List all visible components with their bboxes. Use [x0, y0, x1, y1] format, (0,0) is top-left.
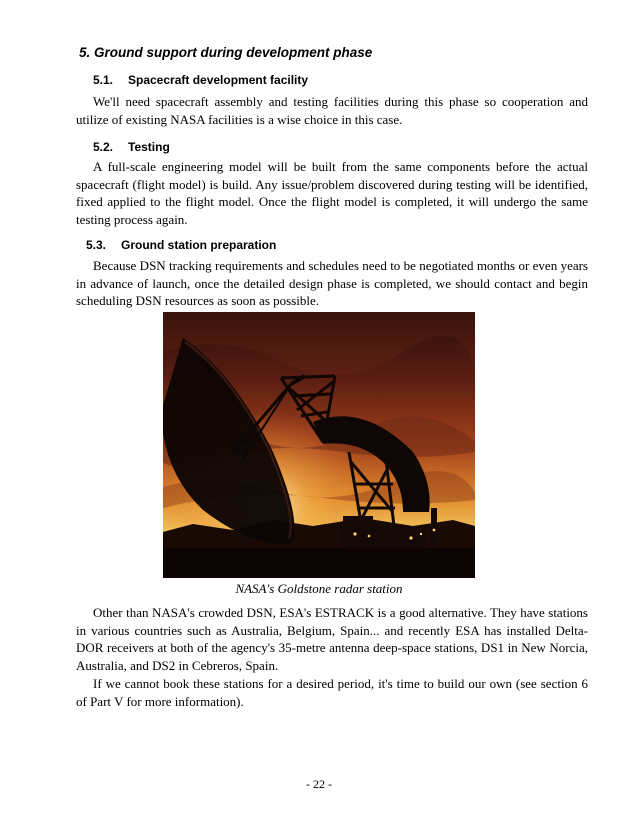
goldstone-radar-photo	[163, 312, 475, 578]
section-5-3-title: Ground station preparation	[121, 238, 277, 252]
section-5-3-paragraph: Because DSN tracking requirements and schedules need to be negotiated months or even years in advance of launch, once the detailed design phase is completed, we should contact and begin scheduling DSN resources as soon as possible.	[76, 258, 588, 309]
section-5-2-title: Testing	[128, 140, 170, 154]
section-5-1-number: 5.1.	[93, 73, 114, 87]
estrack-paragraph: Other than NASA's crowded DSN, ESA's ESTRACK is a good alternative. They have stations in various countries such as Australia, Belgium, Spain... and recently ESA has installed Delta-DOR receivers at both of the agency's 35-metre antenna deep-space stations, DS1 in New Norcia, Australia, and DS2 in Cebreros, Spain.	[76, 605, 588, 673]
build-own-paragraph: If we cannot book these stations for a desired period, it's time to build our own (see section 6 of Part V for more information).	[76, 676, 588, 709]
section-5-1-paragraph: We'll need spacecraft assembly and testing facilities during this phase so cooperation and utilize of existing NASA facilities is a wise choice in this case.	[76, 94, 588, 127]
section-5-2-paragraph: A full-scale engineering model will be built from the same components before the actual spacecraft (flight model) is build. Any issue/problem discovered during testing will be identified, fixed applied to the flight model. Once the flight model is completed, it will undergo the same testing process again.	[76, 159, 588, 227]
section-5-2-heading	[93, 139, 170, 155]
section-5-2-number: 5.2.	[93, 140, 114, 154]
page-number: - 22 -	[306, 777, 332, 791]
section-5-heading: 5. Ground support during development phase	[79, 45, 373, 60]
figure-caption: NASA's Goldstone radar station	[235, 581, 403, 596]
section-5-3-number: 5.3.	[86, 238, 107, 252]
section-5-1-title: Spacecraft development facility	[128, 73, 309, 87]
section-5-3-heading	[86, 237, 276, 253]
section-5-1-heading	[93, 72, 308, 88]
